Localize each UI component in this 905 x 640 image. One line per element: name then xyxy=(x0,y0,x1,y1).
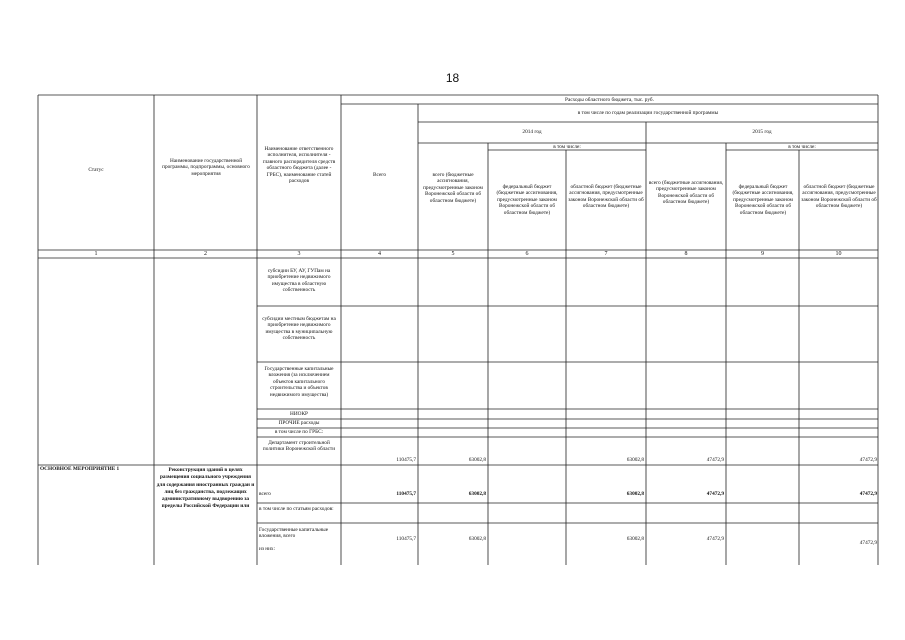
row-capital-reg-2014: 63002,8 xyxy=(626,536,644,542)
row-total-reg-2015: 47472,9 xyxy=(859,491,877,497)
header-incl-2015: в том числе: xyxy=(788,144,816,150)
row-incl-grbs: в том числе по ГРБС: xyxy=(274,429,324,435)
row-capital-investments: Государственные капитальные вложения (за исключением объектов капитального строительства и объектов недвижимого имущества) xyxy=(264,366,334,398)
col-number: 6 xyxy=(525,251,529,257)
header-year-2014: 2014 год xyxy=(522,129,542,135)
page-number: 18 xyxy=(445,71,460,85)
col-number: 5 xyxy=(451,251,455,257)
row-total-all-2015: 47472,9 xyxy=(706,491,724,497)
col-number: 4 xyxy=(378,251,381,257)
row-niokr: НИОКР xyxy=(290,411,308,417)
col-number: 8 xyxy=(684,251,688,257)
header-all-2015: всего (бюджетные ассигнования, предусмотренные законом Воронежской области об областном бюджете) xyxy=(648,180,724,206)
department-all-2015: 47472,9 xyxy=(706,457,724,463)
header-reg-2014: областной бюджет (бюджетные ассигнования, предусмотренные законом Воронежской области об областном бюджете) xyxy=(568,184,644,210)
row-capital-label2: из них: xyxy=(259,546,276,552)
header-status: Статус xyxy=(88,167,104,173)
row-capital-total: 110475,7 xyxy=(396,536,416,542)
col-number: 1 xyxy=(94,251,98,257)
col-number: 9 xyxy=(761,251,764,257)
row-incl-label: в том числе по статьям расходов: xyxy=(259,506,334,512)
row-subsidies-bu: субсидии БУ, АУ, ГУПам на приобретение недвижимого имущества в областную собственность xyxy=(267,268,331,294)
department-total: 110475,7 xyxy=(396,457,416,463)
row-capital-all-2014: 63002,8 xyxy=(468,536,486,542)
header-year-2015: 2015 год xyxy=(752,129,772,135)
department-reg-2014: 63002,8 xyxy=(626,457,644,463)
row-department: Департамент строительной политики Воронежской области xyxy=(262,440,336,453)
header-total: Всего xyxy=(373,172,386,178)
col-number: 7 xyxy=(604,251,608,257)
row-total-all-2014: 63002,8 xyxy=(468,491,486,497)
header-all-2014: всего (бюджетные ассигнования, предусмотренные законом Воронежской области об областном бюджете) xyxy=(423,172,483,204)
main-event-name: Реконструкция зданий в целях размещения социального учреждения для содержания иностранных граждан и лиц без гражданства, подлежащих административному выдворению за пределы Российской Федерации или xyxy=(156,467,255,510)
col-number: 3 xyxy=(297,251,301,257)
main-event-status: ОСНОВНОЕ МЕРОПРИЯТИЕ 1 xyxy=(40,466,120,472)
row-subsidies-local: субсидии местным бюджетам на приобретение недвижимого имущества в муниципальную собственность xyxy=(262,316,336,342)
header-fed-2015: федеральный бюджет (бюджетные ассигнования, предусмотренные законом Воронежской области об областном бюджете) xyxy=(732,184,794,216)
header-reg-2015: областной бюджет (бюджетные ассигнования, предусмотренные законом Воронежской области об областном бюджете) xyxy=(801,184,877,210)
header-by-years: в том числе по годам реализации государственной программы xyxy=(577,110,719,116)
header-incl-2014: в том числе: xyxy=(553,144,581,150)
row-capital-label: Государственные капитальные вложения, всего xyxy=(259,527,329,540)
header-expenses-title: Расходы областного бюджета, тыс. руб. xyxy=(565,97,654,103)
row-total-total: 110475,7 xyxy=(396,491,416,497)
row-total-reg-2014: 63002,8 xyxy=(626,491,644,497)
row-total-label: всего xyxy=(259,491,271,497)
header-fed-2014: федеральный бюджет (бюджетные ассигнования, предусмотренные законом Воронежской области об областном бюджете) xyxy=(496,184,558,216)
row-capital-all-2015: 47472,9 xyxy=(706,536,724,542)
header-program-name: Наименование государственной программы, подпрограммы, основного мероприятия xyxy=(162,158,250,177)
department-reg-2015: 47472,9 xyxy=(859,457,877,463)
header-executor: Наименование ответственного исполнителя, исполнителя - главного распорядителя средств областного бюджета (далее - ГРБС), наименование статей расходов xyxy=(262,146,336,185)
row-capital-reg-2015: 47472,9 xyxy=(859,540,877,546)
row-other: ПРОЧИЕ расходы xyxy=(278,420,320,426)
col-number: 2 xyxy=(204,251,207,257)
col-number: 10 xyxy=(835,251,842,257)
department-all-2014: 63002,8 xyxy=(468,457,486,463)
